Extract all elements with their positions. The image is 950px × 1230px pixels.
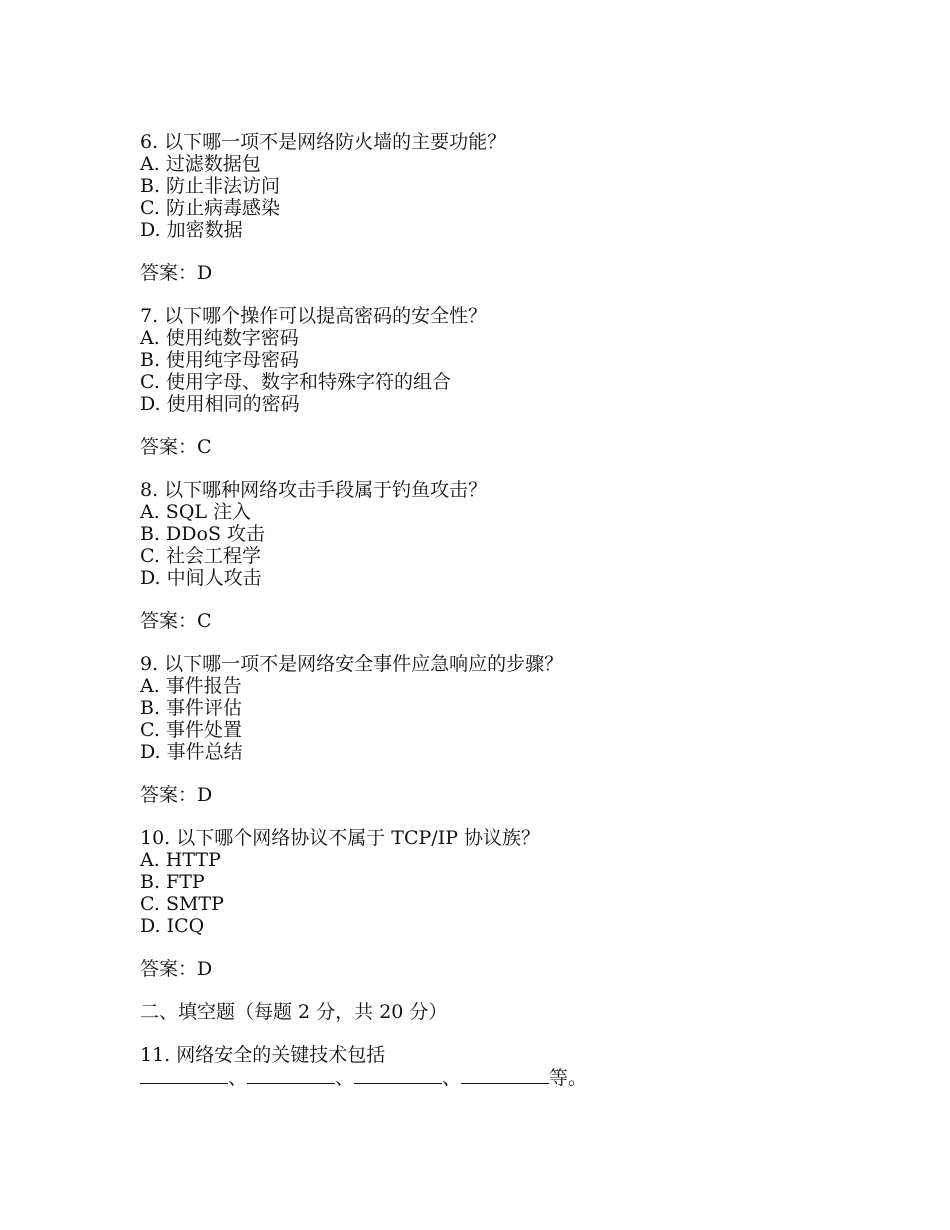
fill-blank-1[interactable] [140, 1066, 228, 1084]
question-stem: 7. 以下哪个操作可以提高密码的安全性？ [140, 305, 488, 327]
option-b: B. FTP [140, 871, 205, 893]
option-a: A. 使用纯数字密码 [140, 327, 299, 349]
option-c: C. 社会工程学 [140, 545, 261, 567]
blank-separator: 、 [335, 1067, 355, 1089]
blank-separator: 、 [442, 1067, 462, 1089]
question-11-blanks [140, 1066, 840, 1088]
option-d: D. 事件总结 [140, 741, 243, 763]
blank-ending: 等。 [549, 1067, 588, 1089]
question-10 [140, 827, 840, 1001]
exam-page [140, 131, 840, 1088]
option-a: A. 过滤数据包 [140, 153, 261, 175]
blank-separator: 、 [228, 1067, 248, 1089]
fill-blank-2[interactable] [247, 1066, 335, 1084]
fill-blank-3[interactable] [354, 1066, 442, 1084]
option-c: C. 事件处置 [140, 719, 242, 741]
option-a: A. HTTP [140, 849, 221, 871]
answer-line: 答案：D [140, 958, 213, 980]
option-a: A. 事件报告 [140, 675, 242, 697]
question-8 [140, 479, 840, 653]
option-b: B. 事件评估 [140, 697, 243, 719]
question-7 [140, 305, 840, 479]
question-stem: 10. 以下哪个网络协议不属于 TCP/IP 协议族？ [140, 827, 541, 849]
answer-line: 答案：D [140, 262, 213, 284]
question-11-stem: 11. 网络安全的关键技术包括 [140, 1044, 386, 1066]
option-c: C. 使用字母、数字和特殊字符的组合 [140, 371, 451, 393]
option-d: D. ICQ [140, 915, 205, 937]
option-b: B. 防止非法访问 [140, 175, 281, 197]
option-b: B. DDoS 攻击 [140, 523, 266, 545]
question-stem: 6. 以下哪一项不是网络防火墙的主要功能？ [140, 131, 507, 153]
section-heading: 二、填空题（每题 2 分，共 20 分） [140, 1001, 448, 1023]
option-d: D. 使用相同的密码 [140, 393, 300, 415]
question-stem: 9. 以下哪一项不是网络安全事件应急响应的步骤？ [140, 653, 564, 675]
option-b: B. 使用纯字母密码 [140, 349, 300, 371]
question-9 [140, 653, 840, 827]
question-6 [140, 131, 840, 305]
option-d: D. 加密数据 [140, 219, 243, 241]
answer-line: 答案：C [140, 610, 212, 632]
fill-blank-4[interactable] [461, 1066, 549, 1084]
option-a: A. SQL 注入 [140, 501, 252, 523]
option-c: C. SMTP [140, 893, 224, 915]
option-d: D. 中间人攻击 [140, 567, 262, 589]
answer-line: 答案：C [140, 436, 212, 458]
question-stem: 8. 以下哪种网络攻击手段属于钓鱼攻击？ [140, 479, 488, 501]
answer-line: 答案：D [140, 784, 213, 806]
option-c: C. 防止病毒感染 [140, 197, 280, 219]
